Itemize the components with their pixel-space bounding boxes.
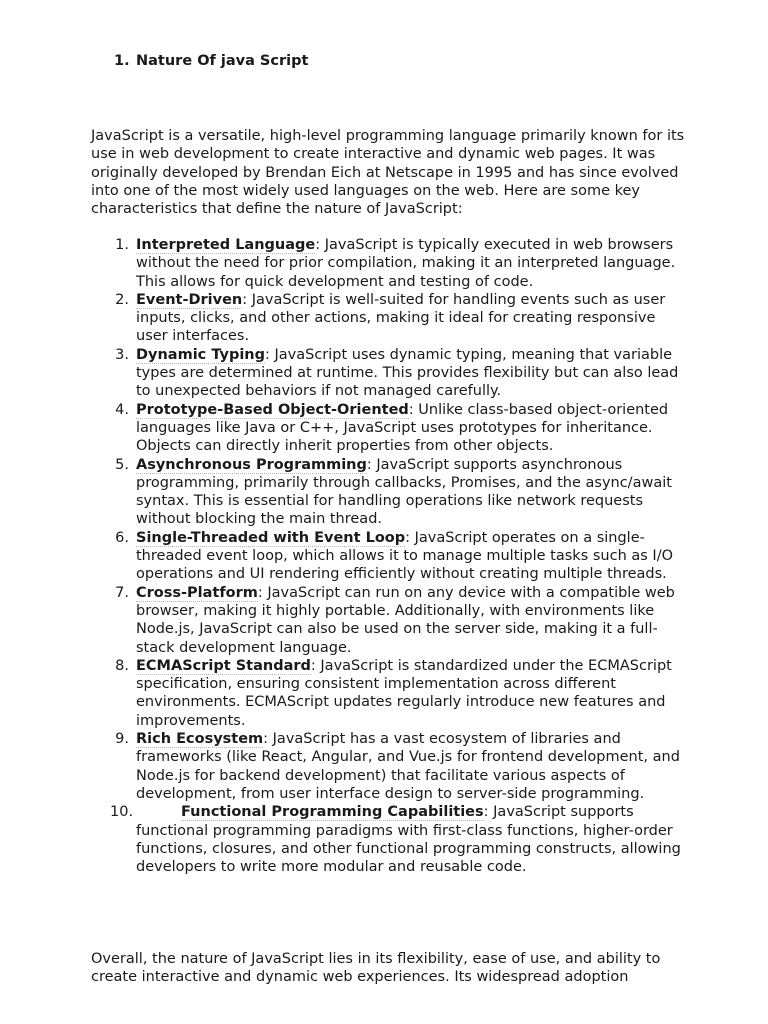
list-item <box>91 529 691 584</box>
conclusion-paragraph: Overall, the nature of JavaScript lies in its flexibility, ease of use, and ability to create interactive and dynamic web experiences. Its widespread adoption <box>91 951 661 986</box>
list-item <box>91 657 691 730</box>
list-item <box>91 456 691 529</box>
list-item <box>91 401 691 456</box>
item-description: : Unlike class-based object-oriented languages like Java or C++, JavaScript uses prototypes for inheritance. Objects can directly inherit properties from other objects. <box>136 401 669 455</box>
item-description: : JavaScript uses dynamic typing, meaning that variable types are determined at runtime. This provides flexibility but can also lead to unexpected behaviors if not managed carefully. <box>136 346 679 400</box>
section-number: 1. <box>114 53 130 69</box>
item-term: Functional Programming Capabilities <box>181 804 484 821</box>
list-item <box>91 291 691 346</box>
list-item <box>91 346 691 401</box>
item-number: 4. <box>115 401 129 418</box>
item-number: 8. <box>115 657 129 674</box>
item-term: Dynamic Typing <box>136 346 265 363</box>
section-heading <box>114 52 308 70</box>
list-item <box>91 584 691 657</box>
item-term: Asynchronous Programming <box>136 456 367 473</box>
item-term: Cross-Platform <box>136 584 258 601</box>
item-number: 1. <box>115 237 129 253</box>
item-description: : JavaScript supports asynchronous programming, primarily through callbacks, Promises, and the async/await syntax. This is essential for handling operations like network requests without blocking the main thread. <box>136 456 672 528</box>
item-term: Prototype-Based Object-Oriented <box>136 401 409 418</box>
section-title: Nature Of java Script <box>136 53 309 69</box>
item-number: 7. <box>115 584 129 601</box>
item-description: : JavaScript operates on a single-threaded event loop, which allows it to manage multiple tasks such as I/O operations and UI rendering efficiently without creating multiple threads. <box>136 529 674 583</box>
item-description: : JavaScript can run on any device with a compatible web browser, making it highly portable. Additionally, with environments like Node.js, JavaScript can also be used on the server side, making it a full-stack development language. <box>136 584 675 656</box>
list-item <box>91 803 691 876</box>
item-description: : JavaScript is typically executed in web browsers without the need for prior compilation, making it an interpreted language. This allows for quick development and testing of code. <box>136 237 676 290</box>
item-number: 5. <box>115 456 129 473</box>
item-number: 10. <box>110 804 134 821</box>
item-description: : JavaScript supports functional programming paradigms with first-class functions, higher-order functions, closures, and other functional programming constructs, allowing developers to write more modular and reusable code. <box>136 804 681 876</box>
list-item <box>91 730 691 803</box>
item-term: Interpreted Language <box>136 237 316 253</box>
item-term: Event-Driven <box>136 291 243 308</box>
item-description: : JavaScript has a vast ecosystem of libraries and frameworks (like React, Angular, and Vue.js for frontend development, and Node.js for backend development) that facilitate various aspects of development, from user interface design to server-side programming. <box>136 731 680 802</box>
item-number: 9. <box>115 731 129 748</box>
intro-paragraph: JavaScript is a versatile, high-level programming language primarily known for its use in web development to create interactive and dynamic web pages. It was originally developed by Brendan Eich at Netscape in 1995 and has since evolved into one of the most widely used languages on the web. Here are some key characteristics that define the nature of JavaScript: <box>91 128 685 218</box>
characteristics-list <box>91 236 691 876</box>
item-description: : JavaScript is well-suited for handling events such as user inputs, clicks, and other actions, making it ideal for creating responsive user interfaces. <box>136 291 666 345</box>
item-number: 3. <box>115 346 129 363</box>
item-description: : JavaScript is standardized under the ECMAScript specification, ensuring consistent implementation across different environments. ECMAScript updates regularly introduce new features and improvements. <box>136 657 672 729</box>
item-number: 2. <box>115 291 129 308</box>
item-number: 6. <box>115 529 129 546</box>
item-term: Rich Ecosystem <box>136 731 264 748</box>
list-item <box>91 236 691 291</box>
item-term: Single-Threaded with Event Loop <box>136 529 406 546</box>
item-term: ECMAScript Standard <box>136 657 311 674</box>
